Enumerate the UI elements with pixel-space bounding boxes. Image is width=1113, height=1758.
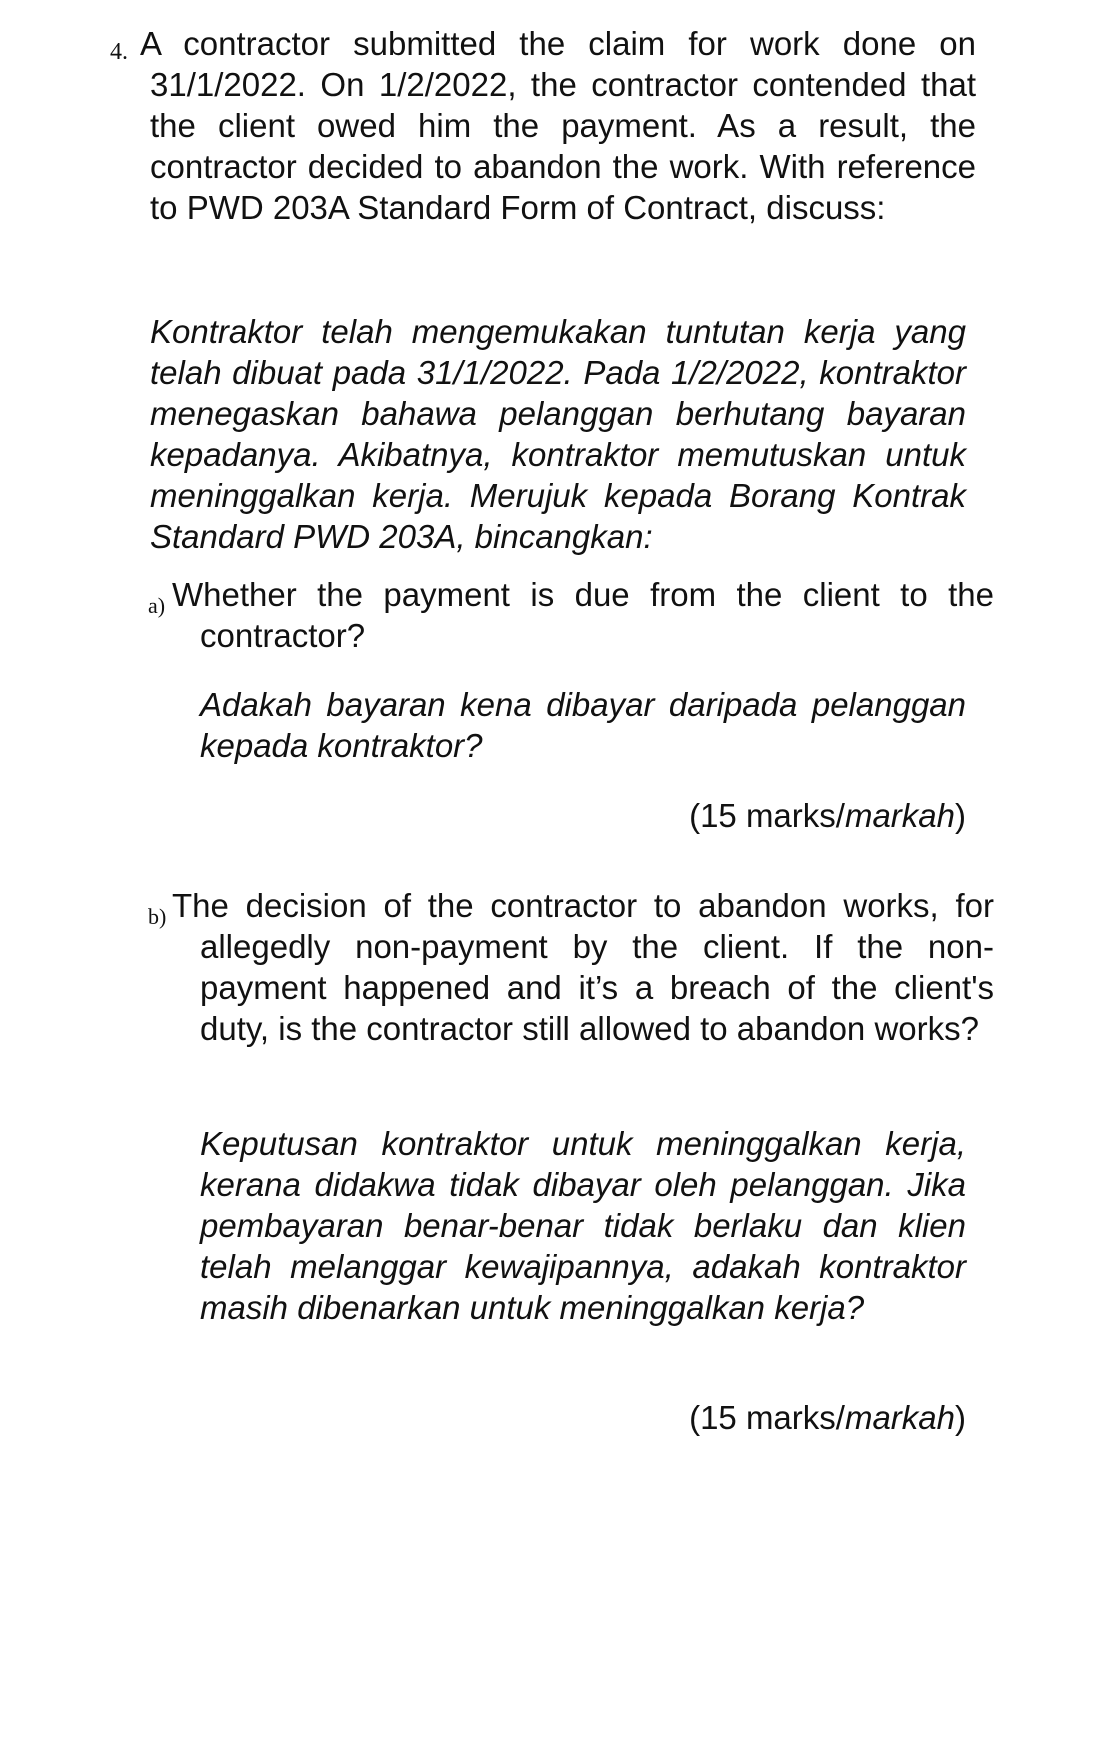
- part-a-marks-italic: markah: [844, 797, 955, 834]
- question-number: 4.: [110, 39, 128, 65]
- part-b-label: b): [148, 904, 167, 929]
- part-a-label: a): [148, 593, 166, 618]
- part-b-text-english: The decision of the contractor to abandon works, for allegedly non-payment by the client. If the non-payment happened and it’s a breach of the client's duty, is the contractor still allowed to abandon works?: [172, 887, 994, 1047]
- part-a-marks-value: (15 marks/: [689, 797, 845, 834]
- part-a-marks: [689, 795, 966, 836]
- part-b-marks: [689, 1397, 966, 1438]
- part-b-marks-value: (15 marks/: [689, 1399, 845, 1436]
- part-a-text-english: Whether the payment is due from the client to the contractor?: [172, 576, 994, 654]
- part-b-marks-italic: markah: [844, 1399, 955, 1436]
- question-text-malay: Kontraktor telah mengemukakan tuntutan kerja yang telah dibuat pada 31/1/2022. Pada 1/2/2022, kontraktor menegaskan bahawa pelanggan berhutang bayaran kepadanya. Akibatnya, kontraktor memutuskan untuk meninggalkan kerja. Merujuk kepada Borang Kontrak Standard PWD 203A, bincangkan:: [150, 313, 966, 555]
- question-text-english: A contractor submitted the claim for work done on 31/1/2022. On 1/2/2022, the contractor contended that the client owed him the payment. As a result, the contractor decided to abandon the work. With reference to PWD 203A Standard Form of Contract, discuss:: [140, 25, 976, 226]
- part-a-text-malay: Adakah bayaran kena dibayar daripada pelanggan kepada kontraktor?: [200, 686, 966, 764]
- part-b-marks-close: ): [955, 1399, 966, 1436]
- part-a-marks-close: ): [955, 797, 966, 834]
- part-b-text-malay: Keputusan kontraktor untuk meninggalkan kerja, kerana didakwa tidak dibayar oleh pelanggan. Jika pembayaran benar-benar tidak berlaku dan klien telah melanggar kewajipannya, adakah kontraktor masih dibenarkan untuk meninggalkan kerja?: [200, 1125, 966, 1326]
